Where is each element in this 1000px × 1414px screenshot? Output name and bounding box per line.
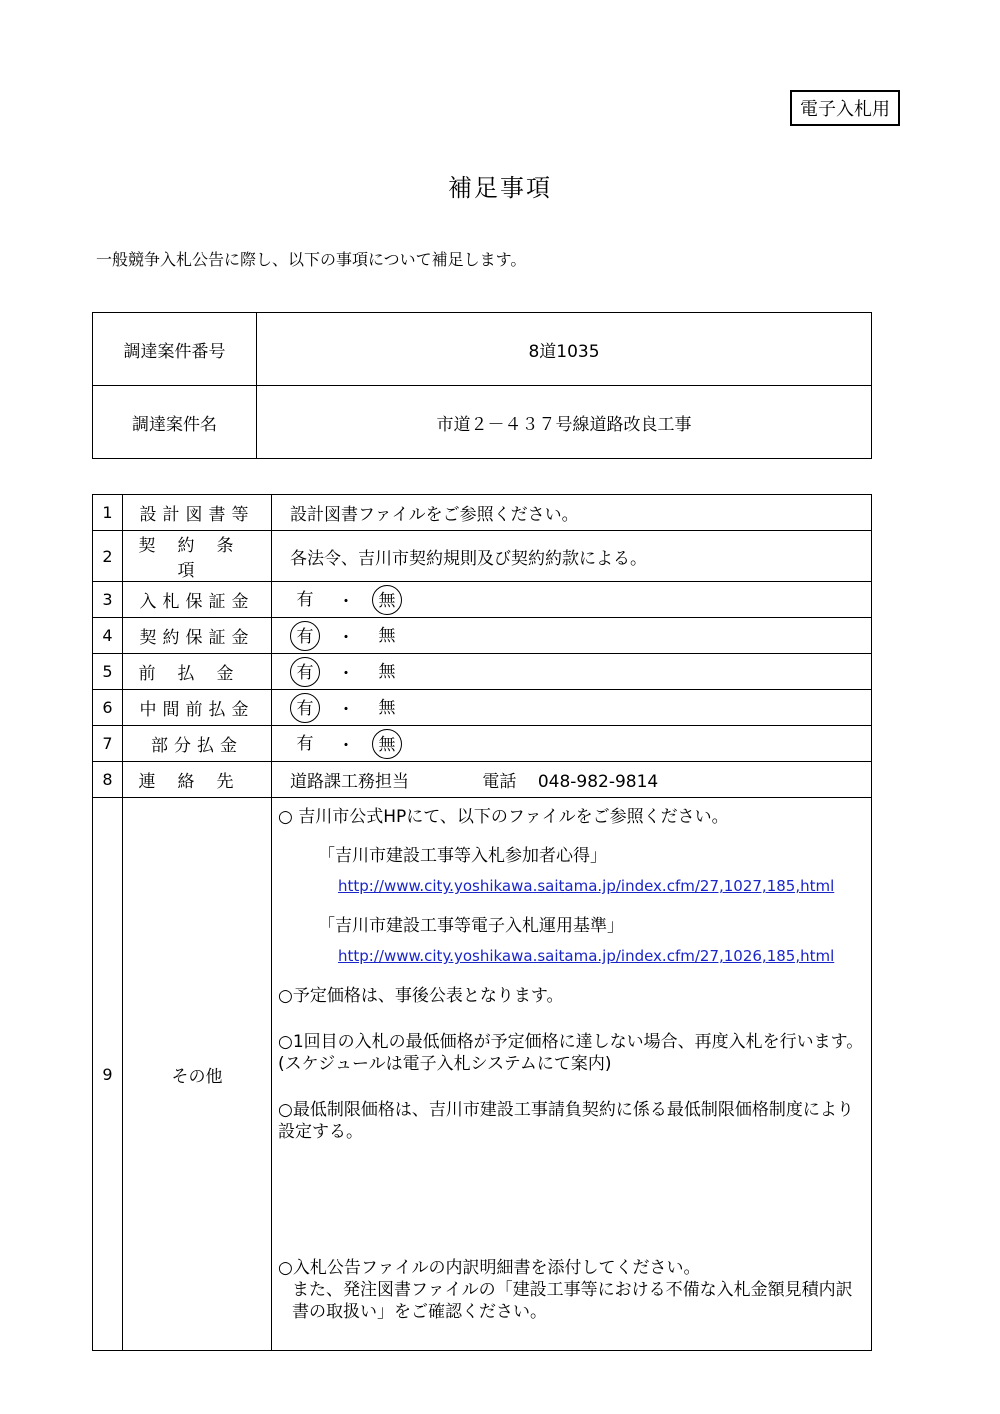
option-yes: 有 <box>296 733 314 754</box>
option-separator: ・ <box>337 592 355 612</box>
item-row-contract-bond <box>93 618 872 654</box>
item-number: 3 <box>93 582 123 618</box>
note-check-handling: また、発注図書ファイルの「建設工事等における不備な入札金額見積内訳書の取扱い」をご確認ください。 <box>292 1280 853 1322</box>
item-label: 前払金 <box>123 654 272 690</box>
note-price-disclosure: ○予定価格は、事後公表となります。 <box>278 986 564 1006</box>
note-website: ○ 吉川市公式HPにて、以下のファイルをご参照ください。 <box>278 807 729 827</box>
item-label: 契約条項 <box>123 531 272 582</box>
option-yes: 有 <box>290 693 320 723</box>
note-minimum-price: ○最低制限価格は、吉川市建設工事請負契約に係る最低制限価格制度により設定する。 <box>278 1100 854 1142</box>
case-name-label: 調達案件名 <box>93 386 257 459</box>
item-number: 1 <box>93 495 123 531</box>
other-notes-cell <box>272 798 872 1351</box>
case-name-row <box>93 386 872 459</box>
case-number-label: 調達案件番号 <box>93 313 257 386</box>
item-row-advance-payment <box>93 654 872 690</box>
item-label: 契約保証金 <box>123 618 272 654</box>
doc-title-bidder-guide: 「吉川市建設工事等入札参加者心得」 <box>318 846 607 866</box>
item-row-contract-terms <box>93 531 872 582</box>
item-number: 5 <box>93 654 123 690</box>
item-number: 9 <box>93 798 123 1351</box>
note-rebid: ○1回目の入札の最低価格が予定価格に達しない場合、再度入札を行います。(スケジュールは電子入札システムにて案内) <box>278 1032 864 1074</box>
item-row-partial-payment <box>93 726 872 762</box>
intro-text: 一般競争入札公告に際し、以下の事項について補足します。 <box>96 250 527 269</box>
case-info-table <box>92 312 872 459</box>
details-table <box>92 494 872 1351</box>
link-ebid-standard[interactable]: http://www.city.yoshikawa.saitama.jp/index.cfm/27,1026,185,html <box>338 947 835 965</box>
option-yes: 有 <box>296 589 314 610</box>
option-no: 無 <box>378 625 396 646</box>
item-number: 6 <box>93 690 123 726</box>
item-number: 7 <box>93 726 123 762</box>
contact-department: 道路課工務担当 <box>290 772 409 792</box>
page-title: 補足事項 <box>448 174 552 202</box>
item-label: 連絡先 <box>123 762 272 798</box>
contact-cell <box>272 762 872 798</box>
yes-no-cell <box>272 582 872 618</box>
yes-no-cell <box>272 654 872 690</box>
option-no: 無 <box>378 661 396 682</box>
link-bidder-guide[interactable]: http://www.city.yoshikawa.saitama.jp/index.cfm/27,1027,185,html <box>338 877 835 895</box>
option-yes: 有 <box>290 621 320 651</box>
case-number-value: 8道1035 <box>257 313 872 386</box>
note-attach-breakdown: ○入札公告ファイルの内訳明細書を添付してください。 <box>278 1258 701 1278</box>
item-row-contact <box>93 762 872 798</box>
option-no: 無 <box>372 729 402 759</box>
item-row-design-docs <box>93 495 872 531</box>
option-separator: ・ <box>337 700 355 720</box>
item-row-other <box>93 798 872 1351</box>
item-number: 2 <box>93 531 123 582</box>
item-number: 4 <box>93 618 123 654</box>
item-row-interim-advance <box>93 690 872 726</box>
phone-number: 048-982-9814 <box>537 772 659 792</box>
item-label: 部分払金 <box>123 726 272 762</box>
phone-label: 電話 <box>482 772 517 792</box>
yes-no-cell <box>272 618 872 654</box>
yes-no-cell <box>272 726 872 762</box>
electronic-bid-badge: 電子入札用 <box>790 90 900 126</box>
option-separator: ・ <box>337 628 355 648</box>
yes-no-cell <box>272 690 872 726</box>
case-name-value: 市道２－４３７号線道路改良工事 <box>257 386 872 459</box>
option-yes: 有 <box>290 657 320 687</box>
item-label: 設計図書等 <box>123 495 272 531</box>
option-separator: ・ <box>337 664 355 684</box>
item-number: 8 <box>93 762 123 798</box>
item-label: 入札保証金 <box>123 582 272 618</box>
item-row-bid-bond <box>93 582 872 618</box>
item-label: 中間前払金 <box>123 690 272 726</box>
option-no: 無 <box>372 585 402 615</box>
item-value: 設計図書ファイルをご参照ください。 <box>272 495 872 531</box>
item-value: 各法令、吉川市契約規則及び契約約款による。 <box>272 531 872 582</box>
case-number-row <box>93 313 872 386</box>
item-label: その他 <box>123 798 272 1351</box>
doc-title-ebid-standard: 「吉川市建設工事等電子入札運用基準」 <box>318 916 624 936</box>
option-separator: ・ <box>337 736 355 756</box>
option-no: 無 <box>378 697 396 718</box>
